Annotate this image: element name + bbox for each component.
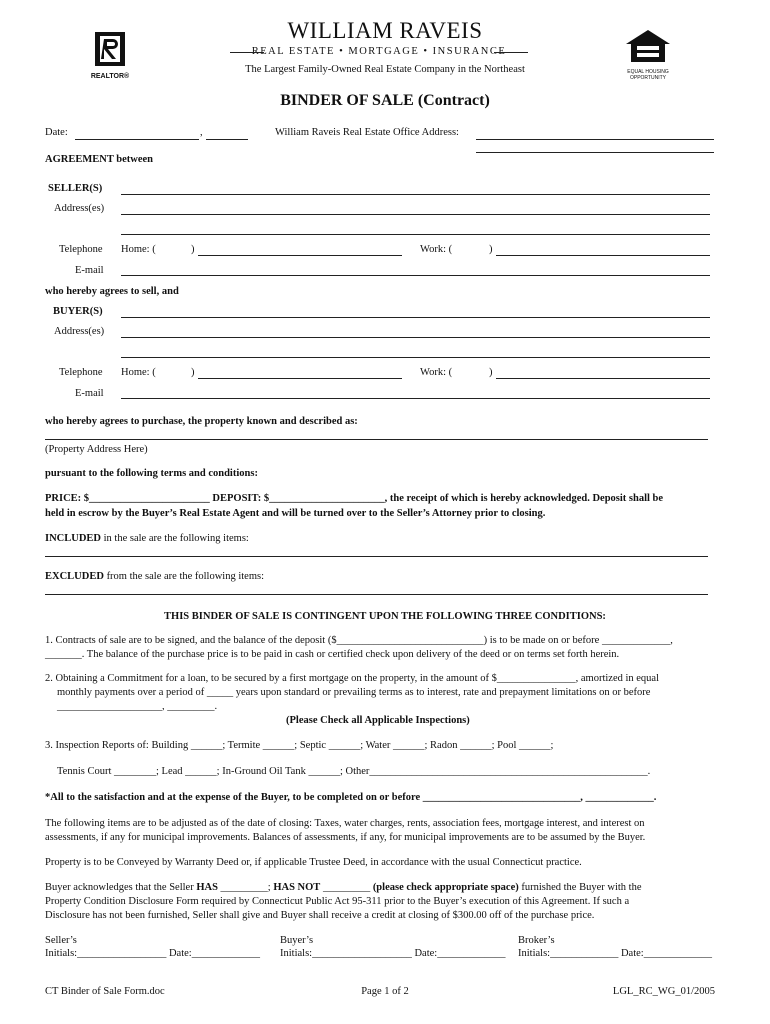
page-title: BINDER OF SALE (Contract) [280, 92, 490, 109]
price-line-1: PRICE: $_______________________ DEPOSIT: $______________________, the receipt of which is hereby acknowledged. Deposit shall be [45, 493, 664, 504]
included-bold: INCLUDED [45, 533, 102, 544]
price-line-2: held in escrow by the Buyer’s Real Estate Agent and will be turned over to the Seller’s Attorney prior to closing. [45, 508, 546, 519]
buyer-address-field-1[interactable] [121, 337, 710, 338]
disclosure-has: HAS [196, 882, 218, 893]
contingent-heading: THIS BINDER OF SALE IS CONTINGENT UPON THE FOLLOWING THREE CONDITIONS: [164, 611, 606, 622]
brand-subline [230, 46, 528, 57]
adjust-line-2: assessments, if any for municipal improvements. Balances of assessments, if any, for municipal improvements are to be assumed by the Buyer. [45, 832, 646, 843]
condition-2-line-2: monthly payments over a period of _____ years upon standard or prevailing terms as to interest, rate and prepayment limitations on or before [57, 687, 651, 698]
seller-home-close: ) [191, 244, 195, 255]
seller-work-close: ) [489, 244, 493, 255]
purchase-clause: who hereby agrees to purchase, the property known and described as: [45, 416, 358, 427]
condition-1-line-2: _______. The balance of the purchase price is to be paid in cash or certified check upon delivery of the deed or on terms set forth herein. [45, 649, 620, 660]
buyer-initials-label: Buyer’s [280, 935, 314, 946]
equal-housing-logo [622, 28, 674, 81]
condition-1-line-1: 1. Contracts of sale are to be signed, and the balance of the deposit ($____________________________) is to be made on or before _____________, [45, 635, 673, 646]
property-address-field[interactable] [45, 439, 708, 440]
date-field[interactable] [75, 139, 199, 140]
seller-email-label: E-mail [75, 265, 104, 276]
date-comma: , [200, 127, 203, 138]
seller-work-phone-field[interactable] [496, 255, 710, 256]
seller-name-field[interactable] [121, 194, 710, 195]
broker-initials-line[interactable]: Initials:_____________ Date:_____________ [518, 948, 712, 959]
footer-filename: CT Binder of Sale Form.doc [45, 986, 165, 997]
seller-work-label: Work: ( [420, 244, 453, 255]
sell-clause: who hereby agrees to sell, and [45, 286, 179, 297]
disclosure-text-1: Buyer acknowledges that the Seller [45, 882, 197, 893]
seller-address-field-1[interactable] [121, 214, 710, 215]
buyer-address-field-2[interactable] [121, 357, 710, 358]
seller-initials-label: Seller’s [45, 935, 77, 946]
buyer-telephone-label: Telephone [59, 367, 103, 378]
seller-telephone-label: Telephone [59, 244, 103, 255]
buyer-heading: BUYER(S) [53, 306, 103, 317]
disclosure-line-2: Property Condition Disclosure Form required by Connecticut Public Act 95-311 prior to the Buyer’s execution of this Agreement. If such a [45, 896, 630, 907]
excluded-line [45, 571, 264, 582]
buyer-home-phone-field[interactable] [198, 378, 402, 379]
excluded-items-field[interactable] [45, 594, 708, 595]
seller-home-phone-field[interactable] [198, 255, 402, 256]
buyer-email-field[interactable] [121, 398, 710, 399]
convey-line: Property is to be Conveyed by Warranty Deed or, if applicable Trustee Deed, in accordance with the usual Connecticut practice. [45, 857, 582, 868]
buyer-email-label: E-mail [75, 388, 104, 399]
buyer-work-close: ) [489, 367, 493, 378]
equal-housing-icon [622, 28, 674, 66]
office-address-field-2[interactable] [476, 152, 714, 153]
brand-tagline: The Largest Family-Owned Real Estate Company in the Northeast [245, 64, 525, 75]
broker-initials-label: Broker’s [518, 935, 555, 946]
office-address-label: William Raveis Real Estate Office Address: [275, 127, 459, 138]
agreement-label: AGREEMENT between [45, 154, 154, 165]
seller-address-field-2[interactable] [121, 234, 710, 235]
condition-2-line-3: ____________________, _________. [57, 701, 218, 712]
year-field[interactable] [206, 139, 248, 140]
footer-form-code: LGL_RC_WG_01/2005 [612, 986, 715, 997]
disclosure-text-2: _________; [217, 882, 274, 893]
brand-sub: REAL ESTATE • MORTGAGE • INSURANCE [251, 46, 507, 57]
buyer-work-label: Work: ( [420, 367, 453, 378]
seller-heading: SELLER(S) [48, 183, 103, 194]
excluded-bold: EXCLUDED [45, 571, 104, 582]
disclosure-note: (please check appropriate space) [372, 882, 519, 893]
buyer-home-label: Home: ( [121, 367, 156, 378]
seller-initials-line[interactable]: Initials:_________________ Date:_____________ [45, 948, 260, 959]
disclosure-text-4: furnished the Buyer with the [518, 882, 642, 893]
seller-home-label: Home: ( [121, 244, 156, 255]
realtor-label: REALTOR® [90, 73, 130, 80]
buyer-initials-line[interactable]: Initials:___________________ Date:_____________ [280, 948, 506, 959]
buyer-address-label: Address(es) [54, 326, 105, 337]
condition-3-line-2: Tennis Court ________; Lead ______; In-Ground Oil Tank ______; Other_____________________________________________________. [57, 766, 651, 777]
seller-address-label: Address(es) [54, 203, 105, 214]
terms-heading: pursuant to the following terms and conditions: [45, 468, 258, 479]
disclosure-line-3: Disclosure has not been furnished, Seller shall give and Buyer shall receive a credit at closing of $300.00 off of the purchase price. [45, 910, 595, 921]
satisfaction-line: *All to the satisfaction and at the expense of the Buyer, to be completed on or before ______________________________, _____________. [45, 792, 657, 803]
included-text: in the sale are the following items: [101, 533, 249, 544]
seller-email-field[interactable] [121, 275, 710, 276]
adjust-line-1: The following items are to be adjusted as of the date of closing: Taxes, water charges, rents, association fees, mortgage interest, and interest on [45, 818, 645, 829]
buyer-name-field[interactable] [121, 317, 710, 318]
excluded-text: from the sale are the following items: [103, 571, 265, 582]
disclosure-line-1 [45, 882, 642, 893]
eho-label: EQUAL HOUSING OPPORTUNITY [627, 69, 669, 81]
inspections-note: (Please Check all Applicable Inspections) [286, 715, 470, 726]
office-address-field-1[interactable] [476, 139, 714, 140]
disclosure-text-3: _________ [320, 882, 373, 893]
date-label: Date: [45, 127, 68, 138]
brand-name: WILLIAM RAVEIS [287, 18, 483, 43]
footer-page-number: Page 1 of 2 [361, 986, 409, 997]
included-line [45, 533, 249, 544]
condition-3-line-1: 3. Inspection Reports of: Building ______; Termite ______; Septic ______; Water ______; Radon ______; Pool ______; [45, 740, 554, 751]
property-address-hint: (Property Address Here) [45, 444, 148, 455]
included-items-field[interactable] [45, 556, 708, 557]
condition-2-line-1: 2. Obtaining a Commitment for a loan, to be secured by a first mortgage on the property, in the amount of $_______________, amortized in equal [45, 673, 660, 684]
disclosure-has-not: HAS NOT [273, 882, 321, 893]
buyer-home-close: ) [191, 367, 195, 378]
buyer-work-phone-field[interactable] [496, 378, 710, 379]
